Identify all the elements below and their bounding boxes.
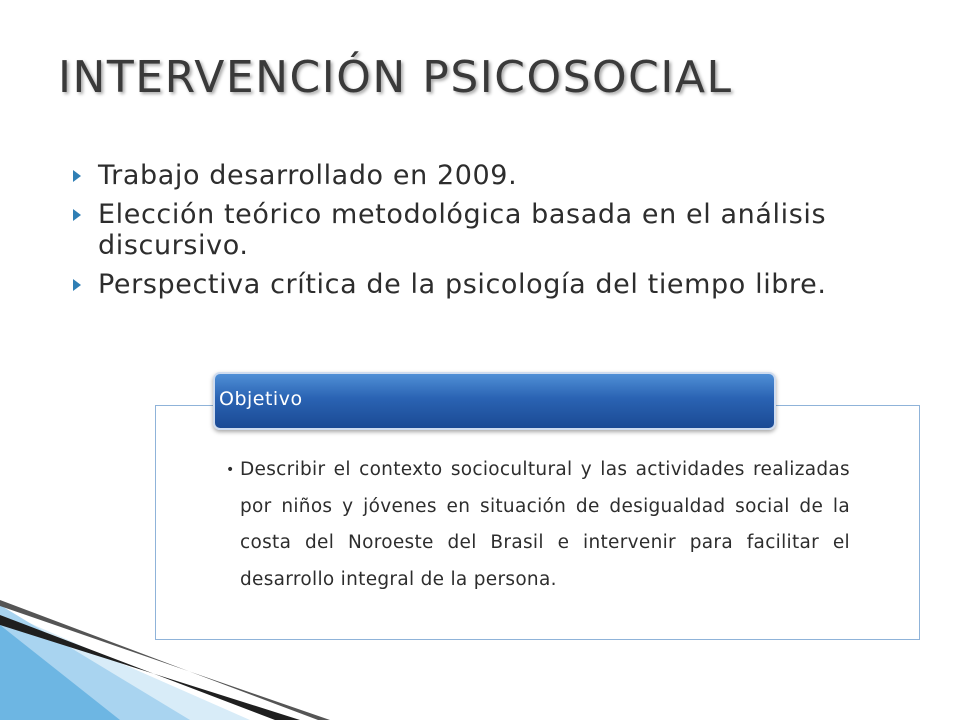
triangle-right-icon	[73, 279, 81, 291]
bullet-item	[70, 269, 870, 300]
bullet-text: Trabajo desarrollado en 2009.	[98, 160, 518, 191]
bullet-item	[70, 199, 870, 261]
triangle-right-icon	[73, 209, 81, 221]
stripe-blue	[0, 625, 120, 720]
dot-icon: •	[226, 462, 235, 478]
objective-label: Objetivo	[219, 388, 303, 410]
objective-header	[213, 372, 776, 430]
triangle-right-icon	[73, 170, 81, 182]
bullet-item	[70, 160, 870, 191]
slide-title: INTERVENCIÓN PSICOSOCIAL	[58, 52, 733, 103]
bullet-list	[70, 160, 870, 308]
bullet-text: Elección teórico metodológica basada en el análisis discursivo.	[98, 199, 827, 261]
objective-description: Describir el contexto sociocultural y las actividades realizadas por niños y jóvenes en situación de desigualdad social de la costa del Noroeste del Brasil e intervenir para facilitar el desarrollo integral de la persona.	[240, 459, 850, 590]
bullet-text: Perspectiva crítica de la psicología del tiempo libre.	[98, 269, 827, 300]
